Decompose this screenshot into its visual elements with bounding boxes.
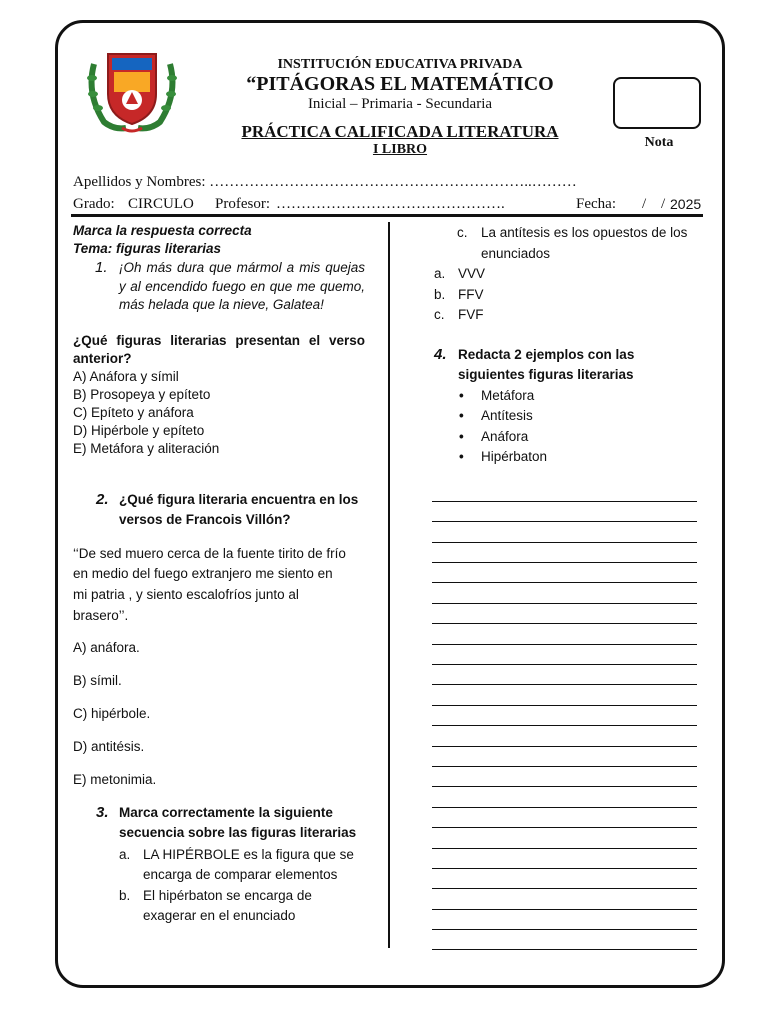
q4-question: Redacta 2 ejemplos con las siguientes figuras literarias [458,346,635,382]
option-text: FFV [458,286,484,302]
school-crest-logo [84,44,180,134]
date-label: Fecha: [576,196,616,212]
q1-options [73,368,365,458]
option-c[interactable]: C) hipérbole. [73,705,151,721]
grade-value: CIRCULO [128,196,194,212]
question-number: 2. [96,490,109,508]
option-a[interactable]: A) Anáfora y símil [73,368,179,384]
q2-question: ¿Qué figura literaria encuentra en los versos de Francois Villón? [119,491,359,527]
column-divider [388,222,390,948]
question-1 [73,259,365,315]
answer-line[interactable] [432,726,697,746]
grade-label: Grado: [73,196,115,212]
left-column [73,222,365,927]
date-separator: / [642,196,647,212]
option-b[interactable]: B) símil. [73,672,122,688]
q4-bullets [432,386,700,468]
option-label: b. [434,286,446,302]
answer-line[interactable] [432,849,697,869]
answer-line[interactable] [432,502,697,522]
answer-line[interactable] [432,543,697,563]
right-column [432,222,700,950]
grade-teacher-date-line [73,196,703,216]
name-label: Apellidos y Nombres: [73,174,206,190]
option-d[interactable]: D) antitésis. [73,738,145,754]
quote-line: mi patria , y siento escalofríos junto al [73,587,299,603]
date-year: 2025 [670,196,702,212]
item-label: b. [119,887,131,903]
option-e[interactable]: E) metonimia. [73,771,157,787]
answer-line[interactable] [432,787,697,807]
answer-line[interactable] [432,645,697,665]
quote-line: en medio del fuego extranjero me siento en [73,566,333,582]
quote-line: ‘‘De sed muero cerca de la fuente tirito de frío [73,545,346,561]
name-field[interactable]: ………………………………………………………..……… [209,174,577,190]
q3-items [73,845,365,927]
option-b[interactable]: B) Prosopeya y epíteto [73,386,211,402]
q2-options [73,639,365,789]
answer-line[interactable] [432,910,697,930]
q3-question: Marca correctamente la siguiente secuencia sobre las figuras literarias [119,804,357,840]
header-divider [71,214,703,217]
instruction: Marca la respuesta correcta [73,223,252,238]
answer-line[interactable] [432,583,697,603]
option-c[interactable]: C) Epíteto y anáfora [73,404,194,420]
q3-item-b [119,886,365,927]
item-text: El hipérbaton se encarga de exagerar en el enunciado [143,887,312,924]
question-2 [73,490,365,530]
option-a[interactable]: A) anáfora. [73,639,140,655]
item-text: LA HIPÉRBOLE es la figura que se encarga de comparar elementos [143,846,354,883]
q2-quote [73,544,365,627]
exam-title: PRÁCTICA CALIFICADA LITERATURA [241,122,559,141]
question-3 [73,803,365,843]
answer-line[interactable] [432,889,697,909]
q3-option-c[interactable] [432,305,700,326]
q3-item-a [119,845,365,886]
answer-line[interactable] [432,930,697,950]
topic: Tema: figuras literarias [73,241,222,256]
answer-line[interactable] [432,706,697,726]
option-e[interactable]: E) Metáfora y aliteración [73,440,220,456]
institution-type: INSTITUCIÓN EDUCATIVA PRIVADA [277,57,523,72]
question-number: 4. [434,345,447,363]
q3-option-a[interactable] [432,264,700,285]
grade-box-label: Nota [644,135,674,150]
option-text: VVV [458,266,486,281]
bullet-item: • Hipérbaton [481,447,700,468]
q3-item-c [432,222,700,264]
option-d[interactable]: D) Hipérbole y epíteto [73,422,205,438]
answer-line[interactable] [432,685,697,705]
answer-line[interactable] [432,665,697,685]
answer-line[interactable] [432,624,697,644]
question-4 [432,345,700,385]
item-label: c. [457,225,468,240]
option-text: FVF [458,307,484,322]
date-separator: / [661,196,666,212]
q3-options [432,264,700,326]
institution-name: “PITÁGORAS EL MATEMÁTICO [246,73,554,95]
q3-option-b[interactable] [432,285,700,306]
teacher-label: Profesor: [215,196,270,212]
answer-line[interactable] [432,604,697,624]
option-label: a. [434,266,446,281]
option-label: c. [434,307,445,322]
bullet-item: • Metáfora [481,386,700,407]
quote-line: brasero’’. [73,607,129,623]
teacher-field[interactable]: ………………………………………. [276,196,505,212]
answer-line[interactable] [432,747,697,767]
education-levels: Inicial – Primaria - Secundaria [307,96,493,112]
question-number: 1. [95,259,108,276]
q1-question: ¿Qué figuras literarias presentan el verso anterior? [73,332,365,366]
book-label: I LIBRO [372,142,428,157]
answer-line[interactable] [432,828,697,848]
answer-line[interactable] [432,522,697,542]
name-line [73,174,577,191]
answer-line[interactable] [432,808,697,828]
grade-box[interactable] [613,77,701,129]
item-label: a. [119,846,131,862]
answer-line[interactable] [432,767,697,787]
q1-verse: ¡Oh más dura que mármol a mis quejas y al encendido fuego en que me quemo, más helada que la nieve, Galatea! [119,260,365,312]
answer-line[interactable] [432,563,697,583]
item-text: La antítesis es los opuestos de los enunciados [481,225,688,261]
question-number: 3. [96,803,109,821]
answer-line[interactable] [432,482,697,502]
bullet-item: • Antítesis [481,406,700,427]
bullet-item: • Anáfora [481,427,700,448]
answer-line[interactable] [432,869,697,889]
answer-lines[interactable] [432,482,697,951]
